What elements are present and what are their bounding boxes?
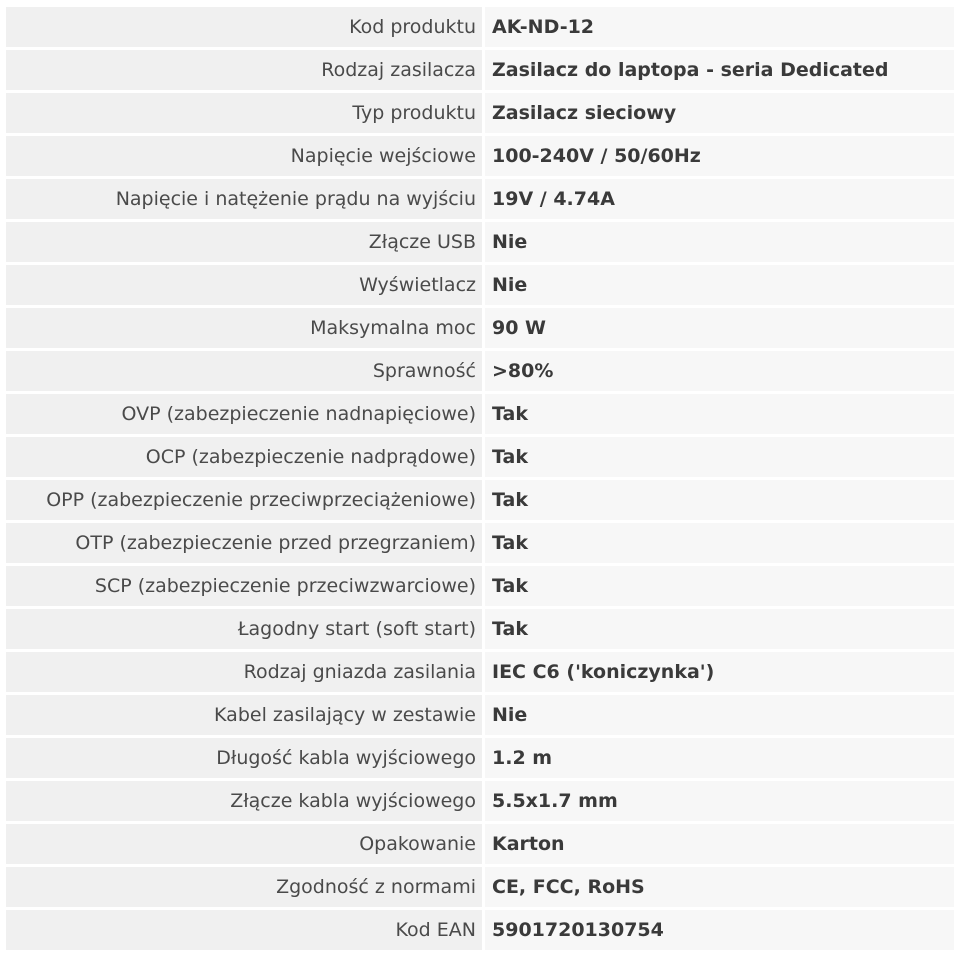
- spec-row: [6, 351, 954, 391]
- spec-row: [6, 93, 954, 133]
- spec-value: Tak: [485, 394, 954, 434]
- spec-row: [6, 652, 954, 692]
- spec-value: 1.2 m: [485, 738, 954, 778]
- spec-label: Długość kabla wyjściowego: [6, 738, 482, 778]
- spec-label: Kabel zasilający w zestawie: [6, 695, 482, 735]
- spec-label: Napięcie i natężenie prądu na wyjściu: [6, 179, 482, 219]
- spec-label: OPP (zabezpieczenie przeciwprzeciążeniowe): [6, 480, 482, 520]
- spec-row: [6, 910, 954, 950]
- spec-label: Złącze kabla wyjściowego: [6, 781, 482, 821]
- spec-value: AK-ND-12: [485, 7, 954, 47]
- spec-row: [6, 265, 954, 305]
- spec-label: Rodzaj zasilacza: [6, 50, 482, 90]
- spec-label: Wyświetlacz: [6, 265, 482, 305]
- spec-value: Karton: [485, 824, 954, 864]
- spec-label: SCP (zabezpieczenie przeciwzwarciowe): [6, 566, 482, 606]
- spec-row: [6, 609, 954, 649]
- spec-label: Napięcie wejściowe: [6, 136, 482, 176]
- spec-value: Tak: [485, 523, 954, 563]
- spec-label: Kod EAN: [6, 910, 482, 950]
- spec-label: Zgodność z normami: [6, 867, 482, 907]
- spec-row: [6, 867, 954, 907]
- spec-row: [6, 738, 954, 778]
- spec-row: [6, 480, 954, 520]
- spec-value: >80%: [485, 351, 954, 391]
- spec-value: Zasilacz sieciowy: [485, 93, 954, 133]
- spec-label: Kod produktu: [6, 7, 482, 47]
- spec-table: [6, 7, 954, 950]
- spec-row: [6, 523, 954, 563]
- spec-label: Złącze USB: [6, 222, 482, 262]
- spec-value: Tak: [485, 566, 954, 606]
- spec-row: [6, 136, 954, 176]
- spec-row: [6, 394, 954, 434]
- spec-value: 90 W: [485, 308, 954, 348]
- spec-label: Łagodny start (soft start): [6, 609, 482, 649]
- spec-value: 5901720130754: [485, 910, 954, 950]
- spec-label: OVP (zabezpieczenie nadnapięciowe): [6, 394, 482, 434]
- spec-value: CE, FCC, RoHS: [485, 867, 954, 907]
- spec-row: [6, 308, 954, 348]
- spec-label: Opakowanie: [6, 824, 482, 864]
- spec-row: [6, 824, 954, 864]
- spec-row: [6, 179, 954, 219]
- spec-value: Tak: [485, 437, 954, 477]
- spec-value: Tak: [485, 609, 954, 649]
- spec-value: 100-240V / 50/60Hz: [485, 136, 954, 176]
- spec-value: 5.5x1.7 mm: [485, 781, 954, 821]
- spec-row: [6, 781, 954, 821]
- spec-row: [6, 566, 954, 606]
- spec-value: Nie: [485, 222, 954, 262]
- spec-label: Rodzaj gniazda zasilania: [6, 652, 482, 692]
- spec-value: Nie: [485, 695, 954, 735]
- spec-label: Typ produktu: [6, 93, 482, 133]
- spec-value: Zasilacz do laptopa - seria Dedicated: [485, 50, 954, 90]
- spec-label: Maksymalna moc: [6, 308, 482, 348]
- spec-value: 19V / 4.74A: [485, 179, 954, 219]
- spec-value: Tak: [485, 480, 954, 520]
- spec-label: OTP (zabezpieczenie przed przegrzaniem): [6, 523, 482, 563]
- spec-row: [6, 7, 954, 47]
- spec-row: [6, 695, 954, 735]
- spec-value: Nie: [485, 265, 954, 305]
- spec-value: IEC C6 ('koniczynka'): [485, 652, 954, 692]
- spec-row: [6, 222, 954, 262]
- spec-row: [6, 50, 954, 90]
- spec-label: Sprawność: [6, 351, 482, 391]
- spec-row: [6, 437, 954, 477]
- spec-label: OCP (zabezpieczenie nadprądowe): [6, 437, 482, 477]
